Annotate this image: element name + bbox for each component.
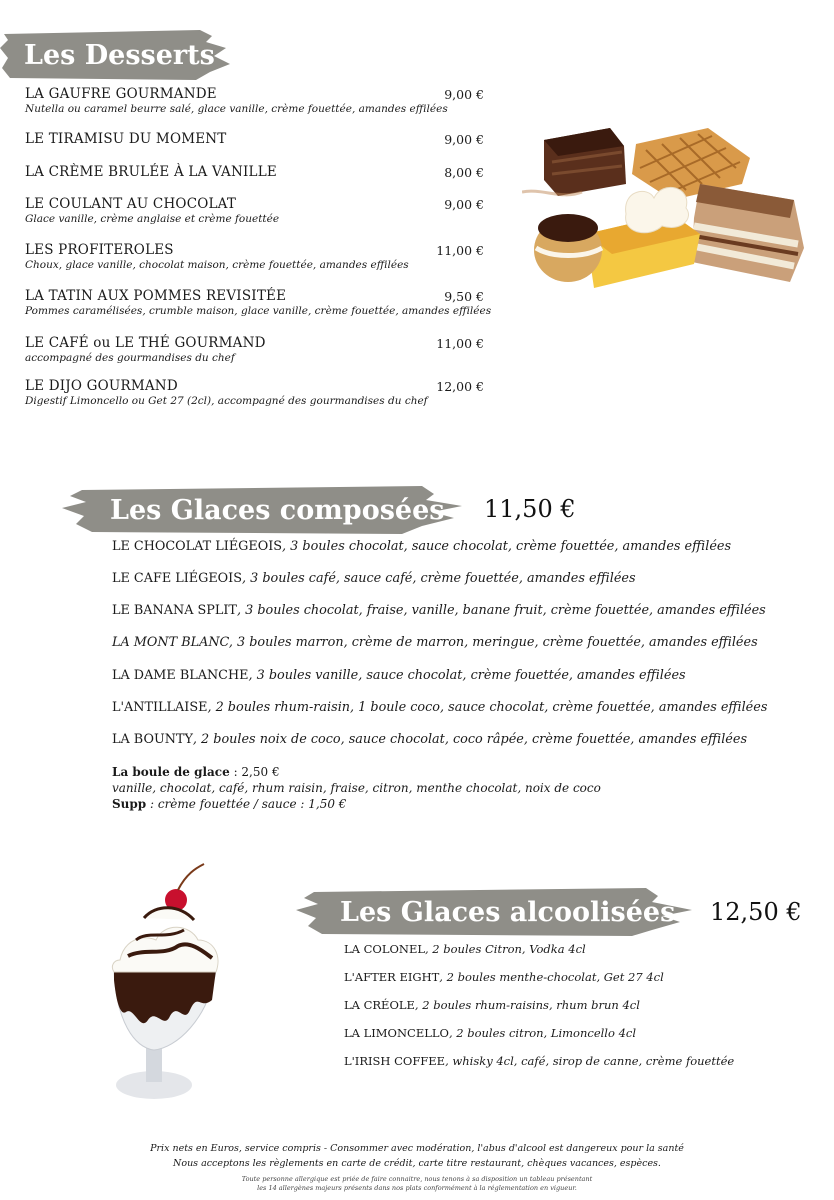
glace-name: LA DAME BLANCHE [112, 668, 249, 683]
dessert-desc: Pommes caramélisées, crumble maison, glace vanille, crème fouettée, amandes effilées [25, 305, 492, 317]
alc-desc: , 2 boules Citron, Vodka 4cl [424, 942, 586, 956]
glaces-alcoolisees-title: Les Glaces alcoolisées [340, 896, 676, 928]
glace-name: LA BOUNTY [112, 732, 193, 747]
dessert-item [25, 164, 487, 180]
dessert-item [25, 242, 487, 271]
alc-item [344, 1054, 734, 1068]
boule-label: La boule de glace [112, 765, 230, 779]
glace-item [112, 700, 767, 715]
glaces-composees-title: Les Glaces composées [110, 494, 445, 526]
glace-item [112, 539, 731, 554]
alc-item [344, 1026, 636, 1040]
supp-text: : crème fouettée / sauce : 1,50 € [146, 797, 347, 811]
dessert-desc: accompagné des gourmandises du chef [25, 352, 235, 364]
alc-desc: , whisky 4cl, café, sirop de canne, crème fouettée [445, 1054, 735, 1068]
supp-label: Supp [112, 797, 147, 811]
desserts-banner [0, 28, 232, 82]
dessert-name: LE DIJO GOURMAND [25, 378, 178, 394]
alc-name: L'AFTER EIGHT [344, 970, 440, 984]
dessert-name: LE CAFÉ ou LE THÉ GOURMAND [25, 335, 266, 351]
sundae-illustration-icon [104, 860, 234, 1105]
desserts-title: Les Desserts [24, 39, 215, 71]
glace-name: LA MONT BLANC [112, 635, 229, 650]
glace-item [112, 732, 747, 747]
dessert-price: 9,50 € [444, 289, 484, 304]
dessert-desc: Digestif Limoncello ou Get 27 (2cl), accompagné des gourmandises du chef [25, 395, 428, 407]
footer-allergen-line: Toute personne allergique est priée de faire connaitre, nous tenons à sa disposition un tableau présentant [241, 1175, 593, 1183]
footer-allergen-line: les 14 allergènes majeurs présents dans nos plats conformément à la réglementation en vigueur. [257, 1184, 577, 1192]
alc-item [344, 942, 586, 956]
dessert-price: 12,00 € [436, 379, 484, 394]
alc-name: LA LIMONCELLO [344, 1026, 449, 1040]
dessert-desc: Choux, glace vanille, chocolat maison, crème fouettée, amandes effilées [25, 259, 409, 271]
alc-name: LA CRÉOLE [344, 998, 415, 1012]
dessert-desc: Nutella ou caramel beurre salé, glace vanille, crème fouettée, amandes effilées [25, 103, 448, 115]
dessert-name: LA GAUFRE GOURMANDE [25, 86, 217, 102]
glace-item [112, 668, 686, 683]
footer-line: Nous acceptons les règlements en carte de crédit, carte titre restaurant, chèques vacances, espèces. [173, 1158, 661, 1169]
glace-desc: , 2 boules noix de coco, sauce chocolat, coco râpée, crème fouettée, amandes effilées [192, 732, 748, 747]
glaces-alcoolisees-price: 12,50 € [710, 898, 802, 926]
glace-item [112, 571, 636, 586]
dessert-price: 9,00 € [444, 197, 484, 212]
dessert-name: LES PROFITEROLES [25, 242, 174, 258]
dessert-price: 9,00 € [444, 132, 484, 147]
glaces-alcoolisees-banner [296, 886, 694, 938]
glace-desc: , 2 boules rhum-raisin, 1 boule coco, sauce chocolat, crème fouettée, amandes effilées [207, 700, 768, 715]
glace-desc: , 3 boules marron, crème de marron, meringue, crème fouettée, amandes effilées [228, 635, 758, 650]
glace-name: L'ANTILLAISE [112, 700, 208, 715]
glace-desc: , 3 boules vanille, sauce chocolat, crème fouettée, amandes effilées [248, 668, 686, 683]
footer-line: Prix nets en Euros, service compris - Consommer avec modération, l'abus d'alcool est dangereux pour la santé [150, 1143, 684, 1154]
alc-name: LA COLONEL [344, 942, 425, 956]
glaces-composees-price: 11,50 € [484, 495, 576, 523]
alc-desc: , 2 boules citron, Limoncello 4cl [448, 1026, 636, 1040]
dessert-price: 8,00 € [444, 165, 484, 180]
dessert-item [25, 378, 487, 407]
glace-desc: , 3 boules chocolat, fraise, vanille, banane fruit, crème fouettée, amandes effilées [236, 603, 766, 618]
alc-item [344, 998, 640, 1012]
glace-desc: , 3 boules chocolat, sauce chocolat, crème fouettée, amandes effilées [282, 539, 732, 554]
glace-item [112, 603, 766, 618]
alc-name: L'IRISH COFFEE [344, 1054, 446, 1068]
desserts-illustration-icon [522, 122, 812, 292]
dessert-price: 11,00 € [436, 243, 484, 258]
dessert-item [25, 335, 487, 364]
dessert-item [25, 288, 492, 317]
dessert-desc: Glace vanille, crème anglaise et crème fouettée [25, 213, 280, 225]
dessert-name: LA TATIN AUX POMMES REVISITÉE [25, 288, 287, 304]
dessert-item [25, 86, 487, 115]
alc-desc: , 2 boules rhum-raisins, rhum brun 4cl [414, 998, 640, 1012]
dessert-price: 9,00 € [444, 87, 484, 102]
glaces-composees-banner [62, 484, 464, 536]
dessert-item [25, 131, 487, 147]
alc-item [344, 970, 664, 984]
glace-name: LE CAFE LIÉGEOIS [112, 571, 242, 586]
boule-info [112, 764, 601, 812]
glace-name: LE CHOCOLAT LIÉGEOIS [112, 539, 283, 554]
glace-name: LE BANANA SPLIT [112, 603, 237, 618]
alc-desc: , 2 boules menthe-chocolat, Get 27 4cl [439, 970, 664, 984]
dessert-item [25, 196, 487, 225]
glace-item [112, 635, 758, 650]
dessert-name: LA CRÈME BRULÉE À LA VANILLE [25, 164, 277, 180]
boule-flavours: vanille, chocolat, café, rhum raisin, fraise, citron, menthe chocolat, noix de coco [112, 781, 601, 795]
boule-price: : 2,50 € [229, 765, 280, 779]
dessert-name: LE COULANT AU CHOCOLAT [25, 196, 237, 212]
dessert-name: LE TIRAMISU DU MOMENT [25, 131, 227, 147]
glace-desc: , 3 boules café, sauce café, crème fouettée, amandes effilées [242, 571, 636, 586]
dessert-price: 11,00 € [436, 336, 484, 351]
